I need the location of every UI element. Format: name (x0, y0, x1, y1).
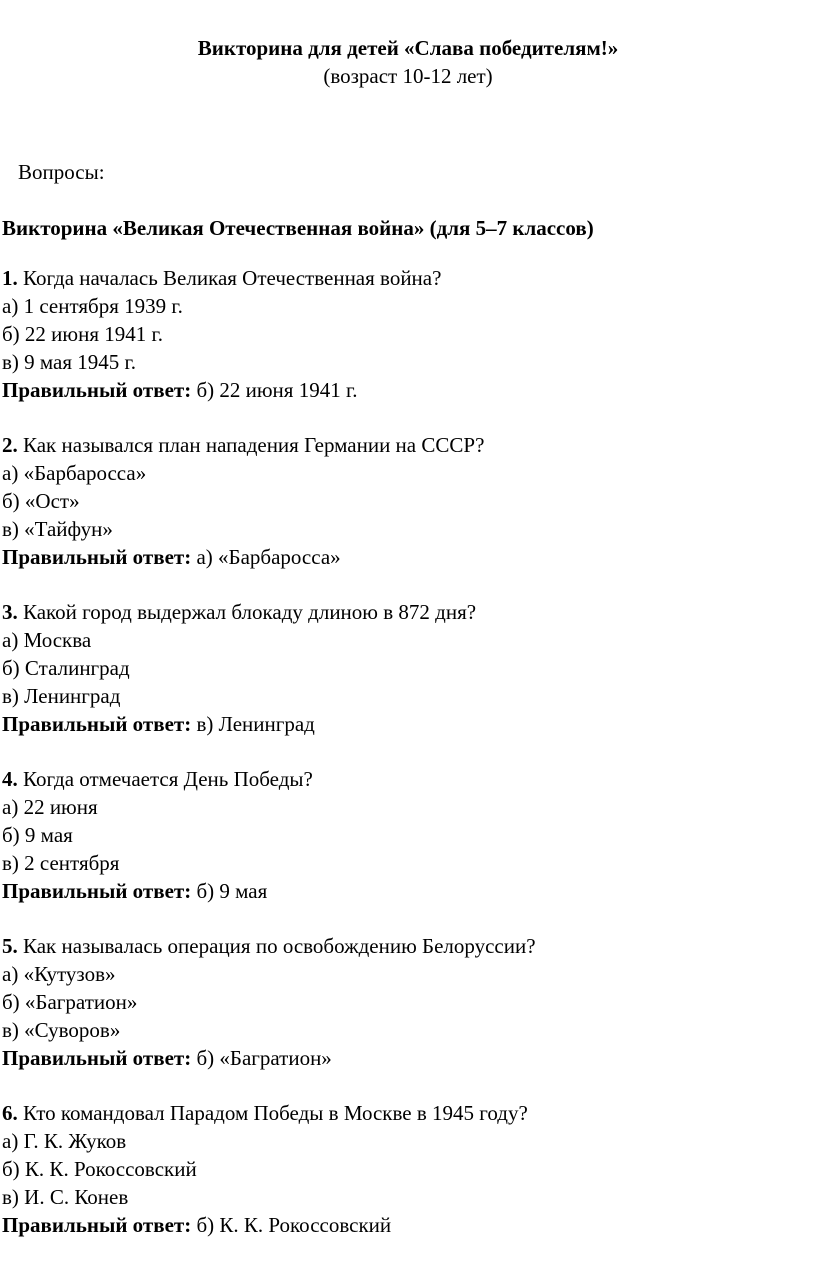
question-number: 4. (2, 767, 18, 791)
document-subtitle: (возраст 10-12 лет) (323, 64, 493, 88)
answer-label: Правильный ответ: (2, 545, 192, 569)
question-text: Как называлась операция по освобождению Белоруссии? (23, 934, 536, 958)
question-block (2, 431, 802, 571)
question-number: 2. (2, 433, 18, 457)
question-block (2, 598, 802, 738)
question-number: 5. (2, 934, 18, 958)
answer-line (2, 1044, 802, 1072)
answer-line (2, 877, 802, 905)
question-line (2, 1099, 802, 1127)
option-a: а) Москва (2, 628, 92, 652)
option-c: в) И. С. Конев (2, 1185, 129, 1209)
questions-list (2, 264, 802, 1266)
quiz-heading: Викторина «Великая Отечественная война» (для 5–7 классов) (2, 216, 594, 240)
document-title: Викторина для детей «Слава победителям!» (197, 36, 619, 60)
answer-label: Правильный ответ: (2, 378, 192, 402)
option-a: а) 1 сентября 1939 г. (2, 294, 183, 318)
option-b: б) «Ост» (2, 489, 80, 513)
answer-label: Правильный ответ: (2, 879, 192, 903)
question-line (2, 431, 802, 459)
question-block (2, 264, 802, 404)
option-b: б) Сталинград (2, 656, 130, 680)
option-b: б) 9 мая (2, 823, 73, 847)
option-a: а) «Барбаросса» (2, 461, 147, 485)
answer-line (2, 1211, 802, 1239)
question-text: Когда началась Великая Отечественная война? (23, 266, 442, 290)
question-line (2, 264, 802, 292)
option-b: б) «Багратион» (2, 990, 138, 1014)
title-block (0, 34, 816, 90)
option-a: а) «Кутузов» (2, 962, 116, 986)
option-b: б) 22 июня 1941 г. (2, 322, 163, 346)
question-text: Какой город выдержал блокаду длиною в 872 дня? (23, 600, 477, 624)
answer-text: а) «Барбаросса» (196, 545, 341, 569)
option-c: в) «Тайфун» (2, 517, 113, 541)
question-block (2, 932, 802, 1072)
answer-text: б) 9 мая (196, 879, 268, 903)
answer-text: б) «Багратион» (196, 1046, 332, 1070)
question-text: Как назывался план нападения Германии на СССР? (23, 433, 485, 457)
question-number: 1. (2, 266, 18, 290)
option-c: в) «Суворов» (2, 1018, 121, 1042)
answer-line (2, 710, 802, 738)
answer-text: б) К. К. Рокоссовский (196, 1213, 392, 1237)
question-block (2, 765, 802, 905)
option-a: а) Г. К. Жуков (2, 1129, 127, 1153)
questions-section-label: Вопросы: (18, 160, 105, 184)
question-number: 3. (2, 600, 18, 624)
question-line (2, 932, 802, 960)
question-line (2, 765, 802, 793)
option-b: б) К. К. Рокоссовский (2, 1157, 197, 1181)
question-number: 6. (2, 1101, 18, 1125)
option-c: в) Ленинград (2, 684, 121, 708)
question-text: Когда отмечается День Победы? (23, 767, 313, 791)
answer-label: Правильный ответ: (2, 1213, 192, 1237)
option-a: а) 22 июня (2, 795, 98, 819)
answer-text: в) Ленинград (196, 712, 315, 736)
question-text: Кто командовал Парадом Победы в Москве в 1945 году? (23, 1101, 528, 1125)
question-block (2, 1099, 802, 1239)
question-line (2, 598, 802, 626)
answer-line (2, 376, 802, 404)
option-c: в) 9 мая 1945 г. (2, 350, 137, 374)
answer-text: б) 22 июня 1941 г. (196, 378, 358, 402)
option-c: в) 2 сентября (2, 851, 120, 875)
answer-line (2, 543, 802, 571)
answer-label: Правильный ответ: (2, 712, 192, 736)
answer-label: Правильный ответ: (2, 1046, 192, 1070)
